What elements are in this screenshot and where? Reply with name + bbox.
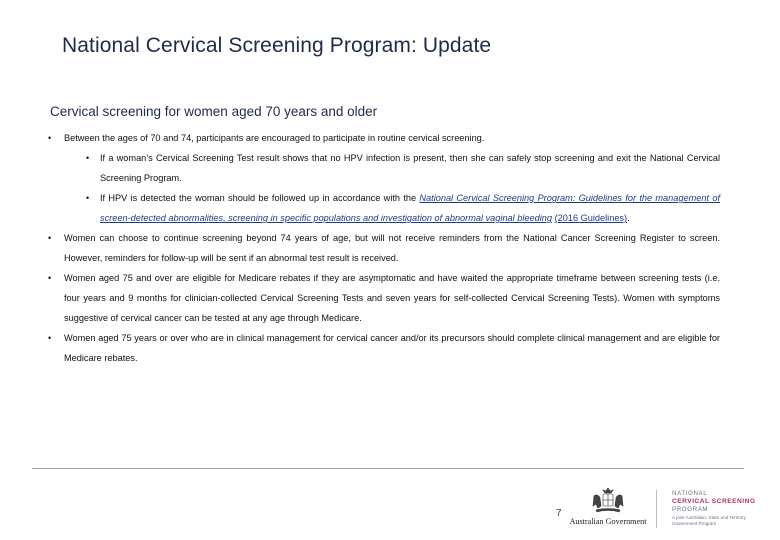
sub-bullet-text: If a woman’s Cervical Screening Test result shows that no HPV infection is present, then she can safely stop screening and exit the National Cervical Screening Program. bbox=[100, 153, 720, 183]
australian-government-logo bbox=[566, 486, 650, 530]
bullet-icon: • bbox=[48, 273, 52, 283]
bullet-item bbox=[50, 268, 720, 328]
sub-bullet-text-end: . bbox=[627, 213, 630, 223]
section-subtitle: Cervical screening for women aged 70 years and older bbox=[50, 104, 378, 119]
ncsp-logo bbox=[672, 490, 772, 527]
page-number: 7 bbox=[556, 508, 562, 519]
bullet-icon: • bbox=[48, 233, 52, 243]
bullet-icon: • bbox=[48, 333, 52, 343]
bullet-icon: • bbox=[86, 153, 90, 163]
bullet-icon: • bbox=[86, 193, 90, 203]
bullet-item bbox=[50, 128, 720, 148]
gov-logo-text: Australian Government bbox=[569, 517, 647, 526]
bullet-list bbox=[50, 128, 720, 368]
bullet-item bbox=[50, 328, 720, 368]
logo-divider bbox=[656, 490, 657, 528]
bullet-text: Between the ages of 70 and 74, participants are encouraged to participate in routine cervical screening. bbox=[64, 133, 485, 143]
ncsp-logo-line3: PROGRAM bbox=[672, 506, 709, 513]
sub-bullet-text: If HPV is detected the woman should be followed up in accordance with the bbox=[100, 193, 420, 203]
ncsp-logo-line1: NATIONAL bbox=[672, 490, 708, 497]
ncsp-logo-line2: CERVICAL SCREENING bbox=[672, 498, 756, 505]
bullet-text: Women aged 75 and over are eligible for Medicare rebates if they are asymptomatic and have waited the appropriate timeframe between screening tests (i.e. four years and 9 months for clinician-collected Cervical Screening Tests and seven years for self-collected Cervical Screening Tests). Women with symptoms suggestive of cervical cancer can be tested at any age through Medicare. bbox=[64, 273, 720, 323]
bullet-text: Women aged 75 years or over who are in clinical management for cervical cancer and/or its precursors should complete clinical management and are eligible for Medicare rebates. bbox=[64, 333, 720, 363]
page-title: National Cervical Screening Program: Update bbox=[62, 34, 492, 57]
footer-divider bbox=[32, 468, 744, 469]
bullet-text: Women can choose to continue screening beyond 74 years of age, but will not receive reminders from the National Cancer Screening Register to screen. However, reminders for follow-up will be sent if an abnormal test result is received. bbox=[64, 233, 720, 263]
ncsp-logo-tagline: A joint Australian, State and Territory Government Program bbox=[672, 515, 746, 526]
bullet-item bbox=[50, 228, 720, 268]
guidelines-link[interactable]: National Cervical Screening Program: Guidelines for the management of screen-detected abnormalities, screening in specific populations and investigation of abnormal vaginal bleeding bbox=[100, 193, 720, 223]
sub-bullet-item bbox=[50, 188, 720, 228]
sub-bullet-item bbox=[50, 148, 720, 188]
coat-of-arms-icon bbox=[588, 486, 628, 516]
bullet-icon: • bbox=[48, 133, 52, 143]
guidelines-year-link[interactable]: (2016 Guidelines) bbox=[554, 213, 628, 223]
